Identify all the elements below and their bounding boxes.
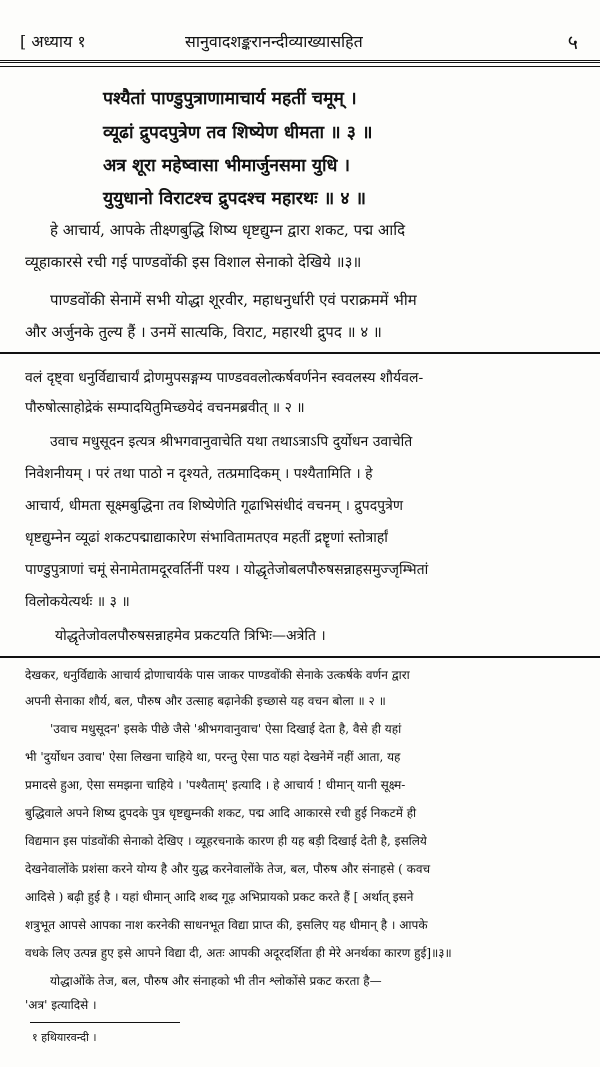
commentary-line: धृष्टद्युम्नेन व्यूढां शकटपद्माद्याकारेण संभावितामतएव महतीं द्रष्टॄणां स्तोत्रार्हां (25, 530, 388, 546)
page-header (20, 30, 580, 56)
translation-line: हे आचार्य, आपके तीक्ष्णबुद्धि शिष्य धृष्टद्युम्न द्वारा शकट, पद्म आदि (50, 221, 406, 239)
commentary-line: आचार्य, धीमता सूक्ष्मबुद्धिना तव शिष्येणेति गूढाभिसंधीदं वचनम् । द्रुपदपुत्रेण (25, 498, 403, 514)
commentary-line: विलोकयेत्यर्थः ॥ ३ ॥ (25, 594, 130, 610)
hindi-line: विद्यमान इस पांडवोंकी सेनाको देखिए । व्यूहरचनाके कारण ही यह बड़ी दिखाई देती है, इसलिये (25, 834, 427, 848)
footnote: १ हथियारवन्दी । (32, 1031, 97, 1044)
page-number: ५ (567, 30, 578, 54)
hindi-line: वधके लिए उत्पन्न हुए इसे आपने विद्या दी, अतः आपकी अदूरदर्शिता ही मेरे अनर्थका कारण हुई]॥३॥ (25, 946, 452, 960)
translation-line: और अर्जुनके तुल्य हैं । उनमें सात्यकि, विराट, महारथी द्रुपद ॥ ४ ॥ (25, 323, 382, 341)
verse-line: पश्यैतां पाण्डुपुत्राणामाचार्य महतीं चमूम् । (103, 89, 357, 109)
commentary-line: पाण्डुपुत्राणां चमूं सेनामेतामदूरवर्तिनीं पश्य । योद्धृतेजोबलपौरुषसन्नाहसमुज्जृम्भितां (25, 562, 429, 578)
footnote-rule (30, 1022, 180, 1023)
hindi-line: योद्धाओंके तेज, बल, पौरुष और संनाहको भी तीन श्लोकोंसे प्रकट करता है— (50, 974, 382, 988)
hindi-line: देखनेवालोंके प्रशंसा करने योग्य है और युद्ध करनेवालोंके तेज, बल, पौरुष और संनाहसे ( कवच (25, 862, 431, 876)
hindi-line: प्रमादसे हुआ, ऐसा समझना चाहिये । 'पश्यैताम्' इत्यादि । हे आचार्य ! धीमान् यानी सूक्ष्म- (25, 778, 406, 792)
verse-line: व्यूढां द्रुपदपुत्रेण तव शिष्येण धीमता ॥ ३ ॥ (103, 123, 373, 143)
chapter-label: [ अध्याय १ (20, 32, 86, 51)
hindi-line: भी 'दुर्योधन उवाच' ऐसा लिखना चाहिये था, परन्तु ऐसा पाठ यहां देखनेमें नहीं आता, यह (25, 750, 401, 764)
commentary-line: निवेशनीयम् । परं तथा पाठो न दृश्यते, तत्प्रमादिकम् । पश्यैतामिति । हे (25, 466, 373, 482)
running-title: सानुवादशङ्करानन्दीव्याख्यासहित (185, 32, 363, 51)
commentary-line: पौरुषोत्साहोद्रेकं सम्पादयितुमिच्छयेदं वचनमब्रवीत् ॥ २ ॥ (25, 400, 305, 416)
header-rule-secondary (0, 66, 600, 67)
verse-line: युयुधानो विराटश्च द्रुपदश्च महारथः ॥ ४ ॥ (103, 189, 367, 209)
hindi-line: शत्रुभूत आपसे आपका नाश करनेकी साधनभूत विद्या प्राप्त की, इसलिए यह धीमान् है । आपके (25, 918, 428, 932)
commentary-line: उवाच मधुसूदन इत्यत्र श्रीभगवानुवाचेति यथा तथाऽत्राऽपि दुर्योधन उवाचेति (50, 434, 413, 450)
section-divider (0, 656, 600, 658)
hindi-line: देखकर, धनुर्विद्याके आचार्य द्रोणाचार्यके पास जाकर पाण्डवोंकी सेनाके उत्कर्षके वर्णन द्वारा (25, 668, 410, 682)
translation-line: व्यूहाकारसे रची गई पाण्डवोंकी इस विशाल सेनाको देखिये ॥३॥ (25, 253, 362, 271)
commentary-line: योद्धृतेजोवलपौरुषसन्नाहमेव प्रकटयति त्रिभिः—अत्रेति । (55, 628, 326, 644)
hindi-line: बुद्धिवाले अपने शिष्य द्रुपदके पुत्र धृष्टद्युम्नकी शकट, पद्म आदि आकारसे रची हुई निकटमें ही (25, 806, 417, 820)
hindi-line: अपनी सेनाका शौर्य, बल, पौरुष और उत्साह बढ़ानेकी इच्छासे यह वचन बोला ॥ २ ॥ (25, 694, 386, 708)
hindi-line: 'अत्र' इत्यादिसे । (25, 998, 97, 1012)
verse-line: अत्र शूरा महेष्वासा भीमार्जुनसमा युधि । (103, 156, 351, 176)
translation-line: पाण्डवोंकी सेनामें सभी योद्धा शूरवीर, महाधनुर्धारी एवं पराक्रममें भीम (50, 291, 417, 309)
hindi-line: आदिसे ) बढ़ी हुई है । यहां धीमान् आदि शब्द गूढ़ अभिप्रायको प्रकट करते हैं [ अर्थात् इसने (25, 890, 414, 904)
section-divider (0, 352, 600, 354)
header-rule (0, 60, 600, 65)
commentary-line: वलं दृष्ट्वा धनुर्विद्याचार्यं द्रोणमुपसङ्गम्य पाण्डववलोत्कर्षवर्णनेन स्ववलस्य शौर्यवल- (25, 370, 424, 386)
hindi-line: 'उवाच मधुसूदन' इसके पीछे जैसे 'श्रीभगवानुवाच' ऐसा दिखाई देता है, वैसे ही यहां (50, 722, 402, 736)
